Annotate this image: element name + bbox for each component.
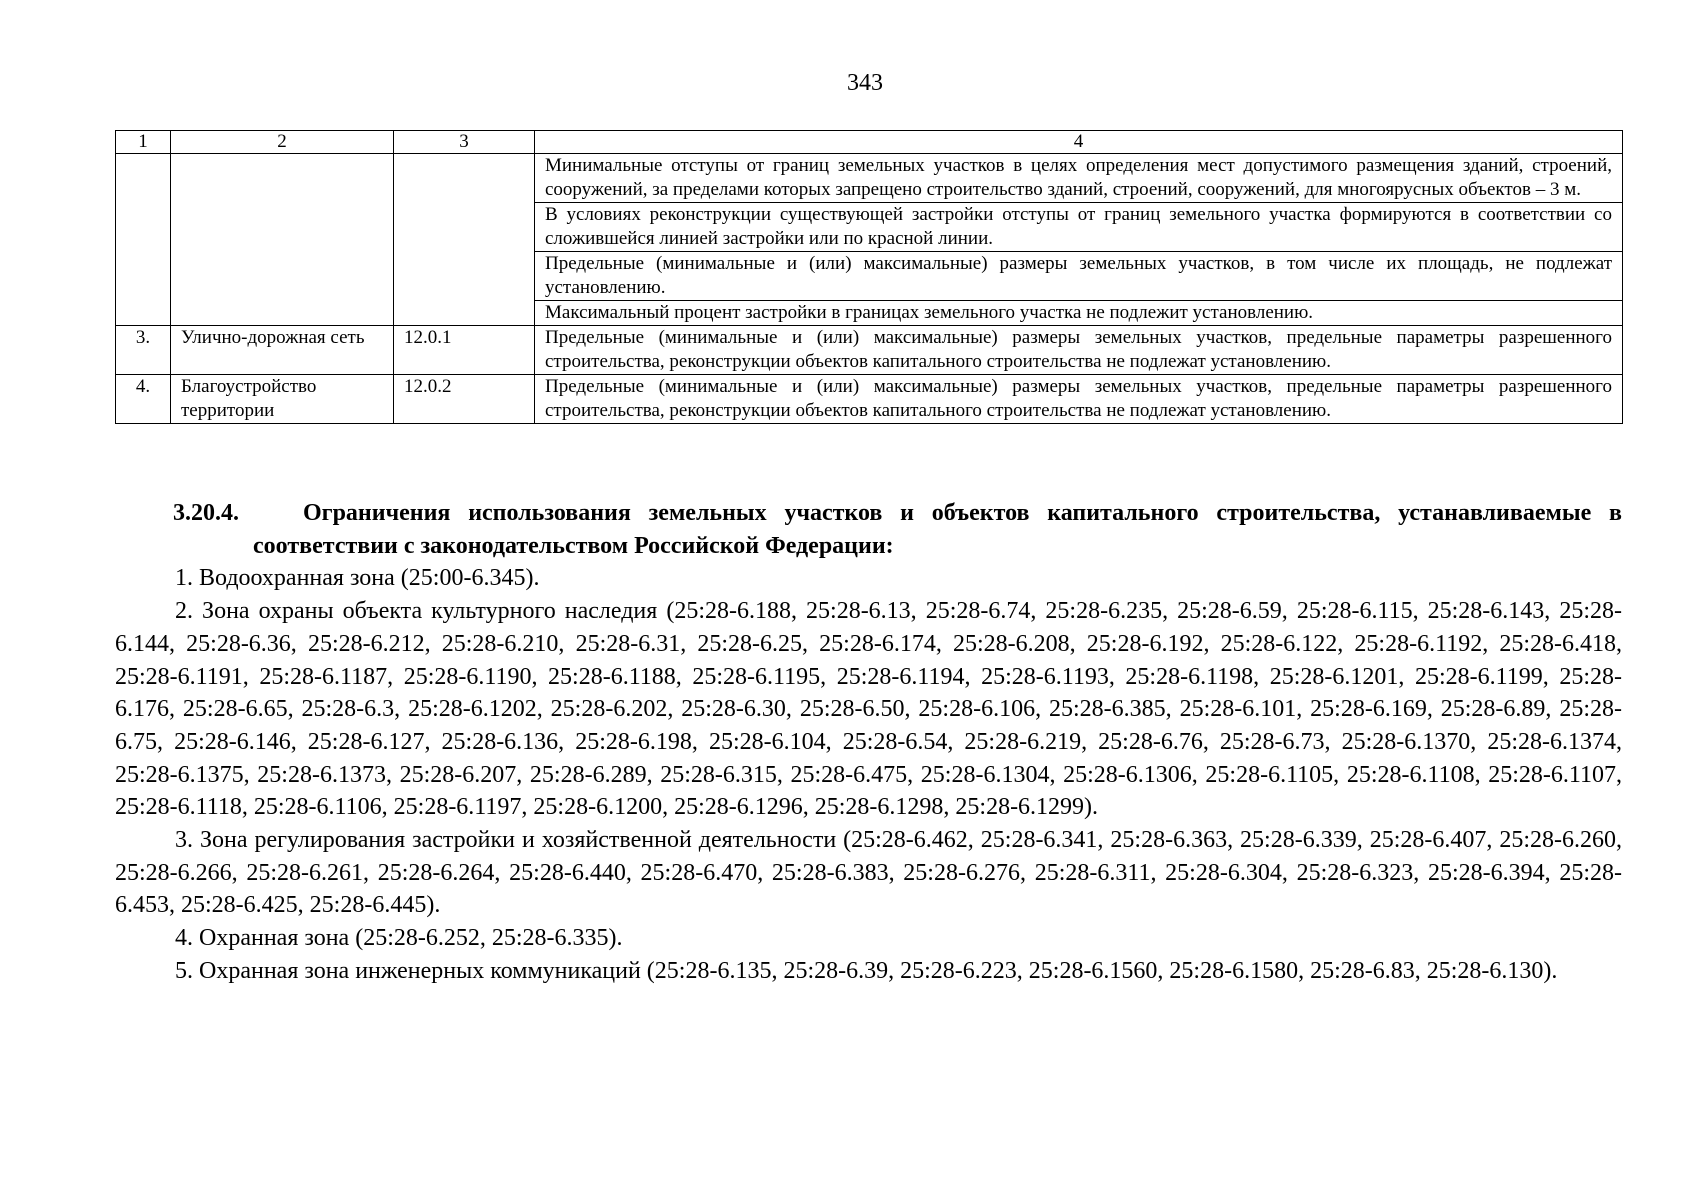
empty-cell [116, 154, 171, 326]
section-heading [115, 497, 1622, 562]
list-item: 5. Охранная зона инженерных коммуникаций (25:28-6.135, 25:28-6.39, 25:28-6.223, 25:28-6.1560, 25:28-6.1580, 25:28-6.83, 25:28-6.130). [175, 957, 1558, 984]
column-header-1: 1 [116, 131, 171, 154]
column-header-4: 4 [535, 131, 1623, 154]
parameter-cell: Предельные (минимальные и (или) максимальные) размеры земельных участков, предельные параметры разрешенного строительства, реконструкции объектов капитального строительства не подлежат установлению. [535, 375, 1623, 424]
table-row [116, 326, 1623, 375]
parameter-cell: Предельные (минимальные и (или) максимальные) размеры земельных участков, предельные параметры разрешенного строительства, реконструкции объектов капитального строительства не подлежат установлению. [535, 326, 1623, 375]
land-use-code: 12.0.1 [394, 326, 535, 375]
row-number: 3. [116, 326, 171, 375]
list-item: 2. Зона охраны объекта культурного наследия (25:28-6.188, 25:28-6.13, 25:28-6.74, 25:28-6.235, 25:28-6.59, 25:28-6.115, 25:28-6.143, 25:28-6.144, 25:28-6.36, 25:28-6.212, 25:28-6.210, 25:28-6.31, 25:28-6.25, 25:28-6.174, 25:28-6.208, 25:28-6.192, 25:28-6.122, 25:28-6.1192, 25:28-6.418, 25:28-6.1191, 25:28-6.1187, 25:28-6.1190, 25:28-6.1188, 25:28-6.1195, 25:28-6.1194, 25:28-6.1193, 25:28-6.1198, 25:28-6.1201, 25:28-6.1199, 25:28-6.176, 25:28-6.65, 25:28-6.3, 25:28-6.1202, 25:28-6.202, 25:28-6.30, 25:28-6.50, 25:28-6.106, 25:28-6.385, 25:28-6.101, 25:28-6.169, 25:28-6.89, 25:28-6.75, 25:28-6.146, 25:28-6.127, 25:28-6.136, 25:28-6.198, 25:28-6.104, 25:28-6.54, 25:28-6.219, 25:28-6.76, 25:28-6.73, 25:28-6.1370, 25:28-6.1374, 25:28-6.1375, 25:28-6.1373, 25:28-6.207, 25:28-6.289, 25:28-6.315, 25:28-6.475, 25:28-6.1304, 25:28-6.1306, 25:28-6.1105, 25:28-6.1108, 25:28-6.1107, 25:28-6.1118, 25:28-6.1106, 25:28-6.1197, 25:28-6.1200, 25:28-6.1296, 25:28-6.1298, 25:28-6.1299). [115, 598, 1622, 821]
land-use-code: 12.0.2 [394, 375, 535, 424]
regulations-table [115, 130, 1623, 424]
table-header-row [116, 131, 1623, 154]
table-row [116, 375, 1623, 424]
column-header-3: 3 [394, 131, 535, 154]
parameter-cell: Максимальный процент застройки в границах земельного участка не подлежит установлению. [535, 301, 1623, 326]
list-item: 4. Охранная зона (25:28-6.252, 25:28-6.335). [175, 925, 623, 952]
land-use-name: Улично-дорожная сеть [171, 326, 394, 375]
page-number: 343 [847, 70, 883, 96]
empty-cell [394, 154, 535, 326]
section-title: Ограничения использования земельных участков и объектов капитального строительства, устанавливаемые в соответствии с законодательством Российской Федерации: [253, 500, 1622, 559]
table-row [116, 154, 1623, 203]
section-number: 3.20.4. [173, 500, 239, 526]
parameter-cell: В условиях реконструкции существующей застройки отступы от границ земельного участка формируются в соответствии со сложившейся линией застройки или по красной линии. [535, 203, 1623, 252]
parameter-cell: Предельные (минимальные и (или) максимальные) размеры земельных участков, в том числе их площадь, не подлежат установлению. [535, 252, 1623, 301]
column-header-2: 2 [171, 131, 394, 154]
row-number: 4. [116, 375, 171, 424]
parameter-cell: Минимальные отступы от границ земельных участков в целях определения мест допустимого размещения зданий, строений, сооружений, за пределами которых запрещено строительство зданий, строений, сооружений, для многоярусных объектов – 3 м. [535, 154, 1623, 203]
restrictions-section [115, 497, 1622, 988]
empty-cell [171, 154, 394, 326]
land-use-name: Благоустройство территории [171, 375, 394, 424]
list-item: 3. Зона регулирования застройки и хозяйственной деятельности (25:28-6.462, 25:28-6.341, 25:28-6.363, 25:28-6.339, 25:28-6.407, 25:28-6.260, 25:28-6.266, 25:28-6.261, 25:28-6.264, 25:28-6.440, 25:28-6.470, 25:28-6.383, 25:28-6.276, 25:28-6.311, 25:28-6.304, 25:28-6.323, 25:28-6.394, 25:28-6.453, 25:28-6.425, 25:28-6.445). [115, 827, 1622, 919]
list-item: 1. Водоохранная зона (25:00-6.345). [175, 565, 540, 592]
